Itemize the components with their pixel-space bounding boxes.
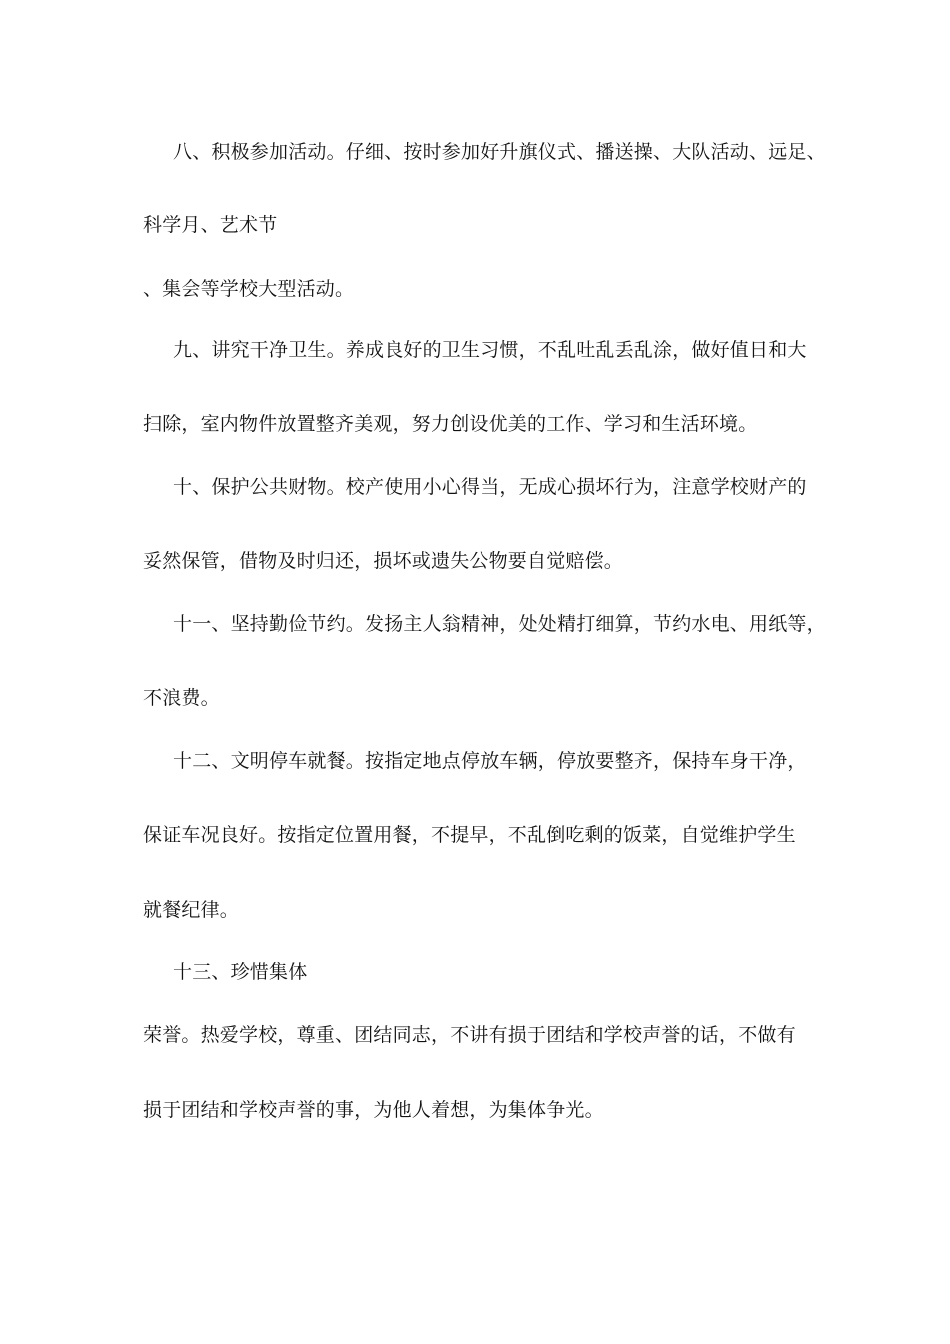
text-line: 荣誉。热爱学校，尊重、团结同志，不讲有损于团结和学校声誉的话，不做有 [143, 1024, 796, 1046]
text-line: 损于团结和学校声誉的事，为他人着想，为集体争光。 [143, 1099, 604, 1121]
text-line: 保证车况良好。按指定位置用餐，不提早，不乱倒吃剩的饭菜，自觉维护学生 [143, 824, 796, 846]
text-line: 扫除，室内物件放置整齐美观，努力创设优美的工作、学习和生活环境。 [143, 413, 758, 435]
text-line: 科学月、艺术节 [143, 214, 278, 236]
text-line: 就餐纪律。 [143, 899, 240, 921]
text-line: 十二、文明停车就餐。按指定地点停放车辆，停放要整齐，保持车身干净， [173, 750, 807, 772]
text-line: 八、积极参加活动。仔细、按时参加好升旗仪式、播送操、大队活动、远足、 [173, 141, 826, 163]
text-line: 不浪费。 [143, 687, 220, 709]
text-line: 十三、珍惜集体 [173, 961, 308, 983]
text-line: 九、讲究干净卫生。养成良好的卫生习惯，不乱吐乱丢乱涂，做好值日和大 [173, 339, 807, 361]
text-line: 十一、坚持勤俭节约。发扬主人翁精神，处处精打细算，节约水电、用纸等， [173, 613, 826, 635]
text-line: 十、保护公共财物。校产使用小心得当，无成心损坏行为，注意学校财产的 [173, 476, 807, 498]
text-line: 妥然保管，借物及时归还，损坏或遗失公物要自觉赔偿。 [143, 550, 624, 572]
text-line: 、集会等学校大型活动。 [143, 278, 355, 300]
